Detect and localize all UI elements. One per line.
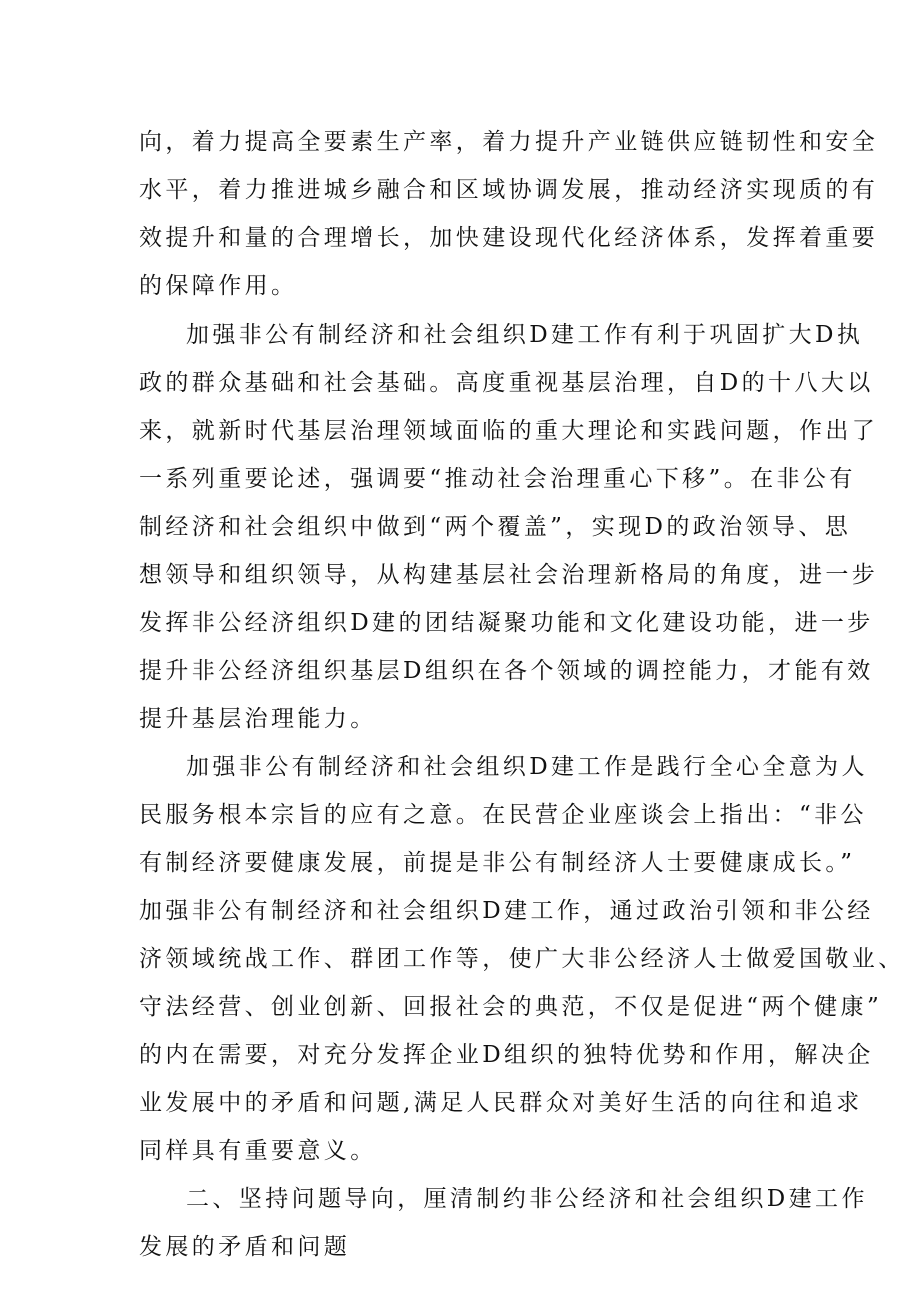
paragraph-line: 一系列重要论述，强调要“推动社会治理重心下移”。在非公有 bbox=[139, 466, 856, 492]
paragraph-line: 发挥非公经济组织D建的团结凝聚功能和文化建设功能，进一步 bbox=[139, 610, 874, 636]
paragraph-line: 水平，着力推进城乡融合和区域协调发展，推动经济实现质的有 bbox=[139, 177, 879, 203]
paragraph-line: 同样具有重要意义。 bbox=[139, 1138, 377, 1164]
paragraph-line: 守法经营、创业创新、回报社会的典范，不仅是促进“两个健康” bbox=[139, 994, 883, 1020]
paragraph-line: 政的群众基础和社会基础。高度重视基层治理，自D的十八大以 bbox=[139, 370, 874, 396]
paragraph-line: 加强非公有制经济和社会组织D建工作，通过政治引领和非公经 bbox=[139, 898, 874, 924]
paragraph-line: 向，着力提高全要素生产率，着力提升产业链供应链韧性和安全 bbox=[139, 129, 879, 155]
paragraph-line: 制经济和社会组织中做到“两个覆盖”，实现D的政治领导、思 bbox=[139, 514, 852, 540]
paragraph-line: 民服务根本宗旨的应有之意。在民营企业座谈会上指出：“非公 bbox=[139, 802, 867, 828]
paragraph-line: 业发展中的矛盾和问题,满足人民群众对美好生活的向往和追求 bbox=[139, 1090, 863, 1116]
paragraph-line: 加强非公有制经济和社会组织D建工作是践行全心全意为人 bbox=[186, 754, 868, 780]
paragraph-line: 效提升和量的合理增长，加快建设现代化经济体系，发挥着重要 bbox=[139, 225, 879, 251]
paragraph-line: 提升基层治理能力。 bbox=[139, 706, 377, 732]
paragraph-line: 的保障作用。 bbox=[139, 273, 298, 299]
paragraph-line: 来，就新时代基层治理领域面临的重大理论和实践问题，作出了 bbox=[139, 418, 879, 444]
section-heading-line: 发展的矛盾和问题 bbox=[139, 1234, 351, 1260]
paragraph-line: 提升非公经济组织基层D组织在各个领域的调控能力，才能有效 bbox=[139, 658, 874, 684]
paragraph-line: 想领导和组织领导，从构建基层社会治理新格局的角度，进一步 bbox=[139, 562, 879, 588]
paragraph-line: 有制经济要健康发展，前提是非公有制经济人士要健康成长。” bbox=[139, 850, 856, 876]
paragraph-line: 加强非公有制经济和社会组织D建工作有利于巩固扩大D执 bbox=[186, 322, 864, 348]
paragraph-line: 济领域统战工作、群团工作等，使广大非公经济人士做爱国敬业、 bbox=[139, 946, 905, 972]
section-heading-line: 二、坚持问题导向，厘清制约非公经济和社会组织D建工作 bbox=[186, 1186, 868, 1212]
paragraph-line: 的内在需要，对充分发挥企业D组织的独特优势和作用，解决企 bbox=[139, 1042, 874, 1068]
